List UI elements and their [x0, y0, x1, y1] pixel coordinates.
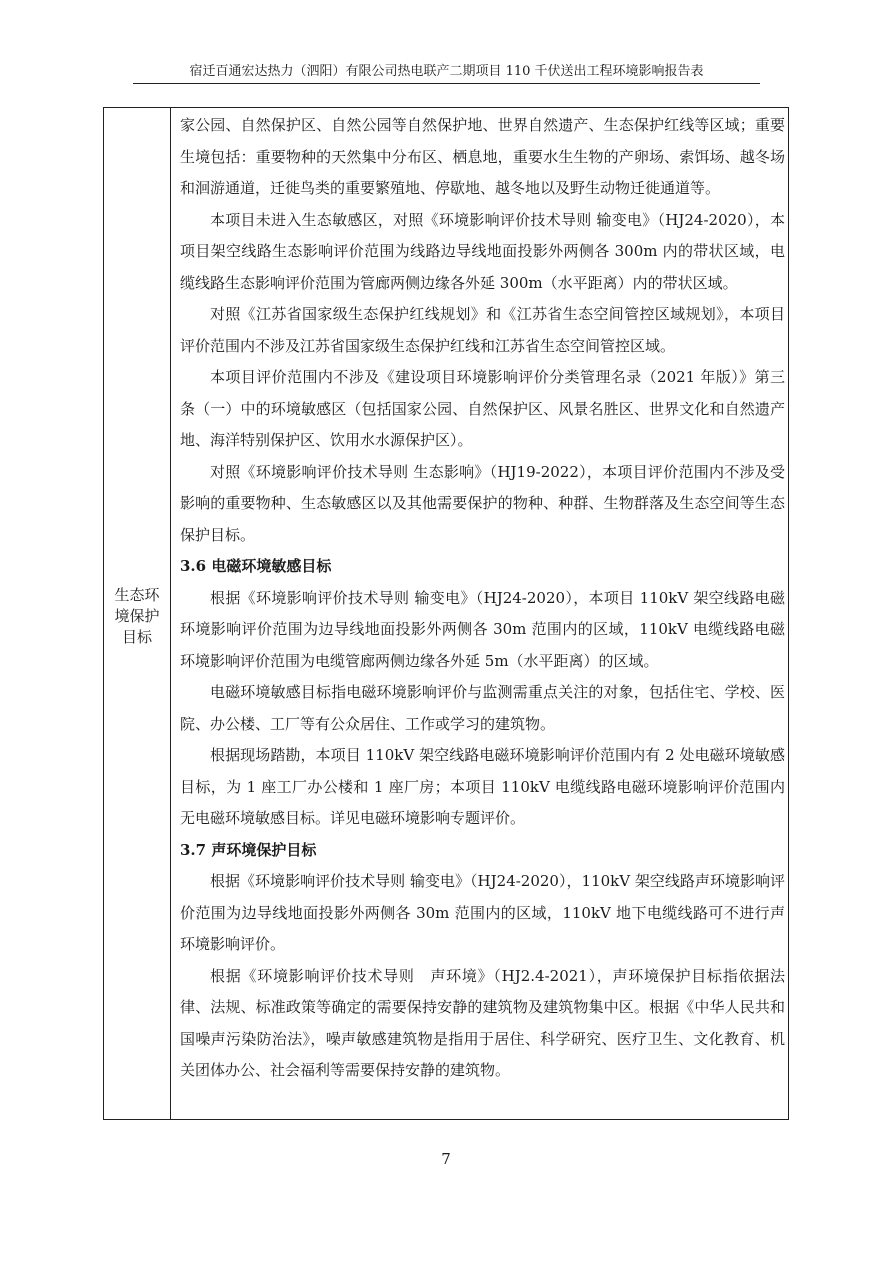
- paragraph: 对照《环境影响评价技术导则 生态影响》（HJ19-2022），本项目评价范围内不涉及受影响的重要物种、生态敏感区以及其他需要保护的物种、种群、生物群落及生态空间等生态保护目标。: [180, 462, 785, 544]
- paragraph: 电磁环境敏感目标指电磁环境影响评价与监测需重点关注的对象，包括住宅、学校、医院、办公楼、工厂等有公众居住、工作或学习的建筑物。: [180, 683, 785, 733]
- paragraph: 本项目未进入生态敏感区，对照《环境影响评价技术导则 输变电》（HJ24-2020），本项目架空线路生态影响评价范围为线路边导线地面投影外两侧各 300m 内的带状区域，电缆线路生态影响评价范围为管廊两侧边缘各外延 300m（水平距离）内的带状区域。: [180, 210, 785, 292]
- paragraph: 根据《环境影响评价技术导则 输变电》（HJ24-2020），本项目 110kV 架空线路电磁环境影响评价范围为边导线地面投影外两侧各 30m 范围内的区域，110kV 电缆线路电磁环境影响评价范围为电缆管廊两侧边缘各外延 5m（水平距离）的区域。: [180, 588, 785, 670]
- section-heading: 3.7 声环境保护目标: [180, 840, 317, 859]
- section-heading: 3.6 电磁环境敏感目标: [180, 557, 332, 575]
- page-number: 7: [441, 1150, 451, 1168]
- row-label-line: 生态环: [114, 586, 160, 604]
- paragraph: 对照《江苏省国家级生态保护红线规划》和《江苏省生态空间管控区域规划》，本项目评价范围内不涉及江苏省国家级生态保护红线和江苏省生态空间管控区域。: [180, 305, 785, 355]
- document-header: 宿迁百通宏达热力（泗阳）有限公司热电联产二期项目 110 千伏送出工程环境影响报告表: [133, 63, 760, 84]
- paragraph: 家公园、自然保护区、自然公园等自然保护地、世界自然遗产、生态保护红线等区域；重要生境包括：重要物种的天然集中分布区、栖息地，重要水生生物的产卵场、索饵场、越冬场和洄游通道，迁徙鸟类的重要繁殖地、停歇地、越冬地以及野生动物迁徙通道等。: [180, 116, 785, 197]
- paragraph: 本项目评价范围内不涉及《建设项目环境影响评价分类管理名录（2021 年版）》第三条（一）中的环境敏感区（包括国家公园、自然保护区、风景名胜区、世界文化和自然遗产地、海洋特别保护区、饮用水水源保护区）。: [180, 368, 785, 449]
- content-cell: [180, 110, 785, 1087]
- paragraph: 根据现场踏勘，本项目 110kV 架空线路电磁环境影响评价范围内有 2 处电磁环境敏感目标，为 1 座工厂办公楼和 1 座厂房；本项目 110kV 电缆线路电磁环境影响评价范围内无电磁环境敏感目标。详见电磁环境影响专题评价。: [180, 746, 785, 827]
- paragraph: 根据《环境影响评价技术导则 声环境》（HJ2.4-2021），声环境保护目标指依据法律、法规、标准政策等确定的需要保持安静的建筑物及建筑物集中区。根据《中华人民共和国噪声污染防治法》，噪声敏感建筑物是指用于居住、科学研究、医疗卫生、文化教育、机关团体办公、社会福利等需要保持安静的建筑物。: [180, 966, 785, 1079]
- row-label: [104, 585, 170, 648]
- row-label-cell: [104, 108, 171, 1119]
- row-label-line: 目标: [121, 628, 152, 646]
- row-label-line: 境保护: [114, 607, 160, 625]
- paragraph: 根据《环境影响评价技术导则 输变电》（HJ24-2020），110kV 架空线路声环境影响评价范围为边导线地面投影外两侧各 30m 范围内的区域，110kV 地下电缆线路可不进行声环境影响评价。: [180, 872, 785, 953]
- content-table: [103, 107, 789, 1120]
